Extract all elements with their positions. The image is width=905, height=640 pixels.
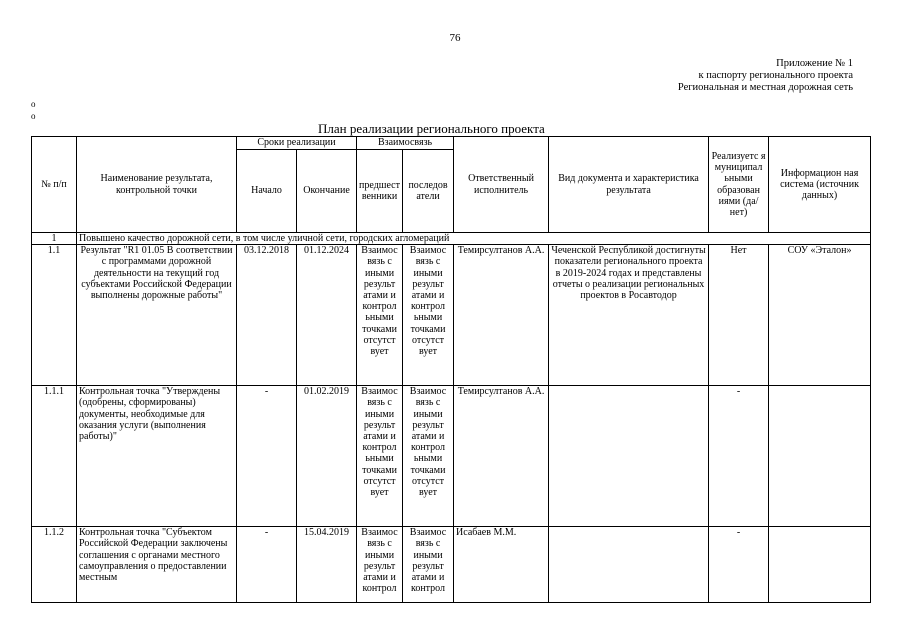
row-municipal: - (709, 527, 769, 603)
header-municipal: Реализуетс я муниципал ьными образован иями (да/нет) (709, 137, 769, 233)
section-row (32, 233, 871, 245)
section-num: 1 (32, 233, 77, 245)
row-end: 15.04.2019 (297, 527, 357, 603)
row-municipal: - (709, 386, 769, 527)
plan-title: План реализации регионального проекта (318, 121, 545, 136)
header-responsible: Ответственный исполнитель (454, 137, 549, 233)
row-doc: Чеченской Республикой достигнуты показатели регионального проекта в 2019-2024 годах и представлены отчеты о реализации региональных проектов в Росавтодор (549, 245, 709, 386)
row-responsible: Исабаев М.М. (454, 527, 549, 603)
header-successors: последов атели (403, 150, 454, 233)
header-doc: Вид документа и характеристика результата (549, 137, 709, 233)
header-terms-group: Сроки реализации (237, 137, 357, 150)
appendix-line-3: Региональная и местная дорожная сеть (677, 82, 853, 93)
row-start: - (237, 386, 297, 527)
row-start: - (237, 527, 297, 603)
row-doc (549, 527, 709, 603)
appendix-line-1: Приложение № 1 (776, 58, 853, 69)
row-info-system (769, 527, 871, 603)
appendix-header (678, 58, 853, 94)
table-row (32, 245, 871, 386)
page-number: 76 (449, 32, 461, 44)
section-text: Повышено качество дорожной сети, в том числе уличной сети, городских агломераций (77, 233, 871, 245)
row-predecessors: Взаимос вязь с иными результ атами и контрол (357, 527, 403, 603)
row-name: Контрольная точка "Субъектом Российской Федерации заключены соглашения с органами местного самоуправления о предоставлении местным (77, 527, 237, 603)
header-name: Наименование результата, контрольной точки (77, 137, 237, 233)
row-info-system: СОУ «Эталон» (769, 245, 871, 386)
header-info-system: Информацион ная система (источник данных) (769, 137, 871, 233)
row-name: Контрольная точка "Утверждены (одобрены, сформированы) документы, необходимые для оказания услуги (выполнения работы)" (77, 386, 237, 527)
header-end: Окончание (297, 150, 357, 233)
header-start: Начало (237, 150, 297, 233)
margin-mark: o (31, 99, 36, 109)
row-num: 1.1.2 (32, 527, 77, 603)
row-doc (549, 386, 709, 527)
appendix-line-2: к паспорту регионального проекта (698, 70, 853, 81)
row-predecessors: Взаимос вязь с иными результ атами и контрол ьными точками отсутст вует (357, 386, 403, 527)
row-num: 1.1.1 (32, 386, 77, 527)
row-info-system (769, 386, 871, 527)
table-row (32, 527, 871, 603)
plan-table (31, 136, 871, 603)
row-end: 01.12.2024 (297, 245, 357, 386)
row-num: 1.1 (32, 245, 77, 386)
margin-mark: o (31, 111, 36, 121)
row-successors: Взаимос вязь с иными результ атами и контрол ьными точками отсутст вует (403, 245, 454, 386)
row-successors: Взаимос вязь с иными результ атами и контрол ьными точками отсутст вует (403, 386, 454, 527)
margin-marks (31, 98, 36, 122)
row-responsible: Темирсултанов А.А. (454, 245, 549, 386)
row-start: 03.12.2018 (237, 245, 297, 386)
row-responsible: Темирсултанов А.А. (454, 386, 549, 527)
row-name: Результат "R1 01.05 В соответствии с программами дорожной деятельности на текущий год субъектами Российской Федерации выполнены дорожные работы" (77, 245, 237, 386)
table-row (32, 386, 871, 527)
row-end: 01.02.2019 (297, 386, 357, 527)
header-predecessors: предшест венники (357, 150, 403, 233)
header-num: № п/п (32, 137, 77, 233)
row-successors: Взаимос вязь с иными результ атами и контрол (403, 527, 454, 603)
row-municipal: Нет (709, 245, 769, 386)
header-relation-group: Взаимосвязь (357, 137, 454, 150)
row-predecessors: Взаимос вязь с иными результ атами и контрол ьными точками отсутст вует (357, 245, 403, 386)
